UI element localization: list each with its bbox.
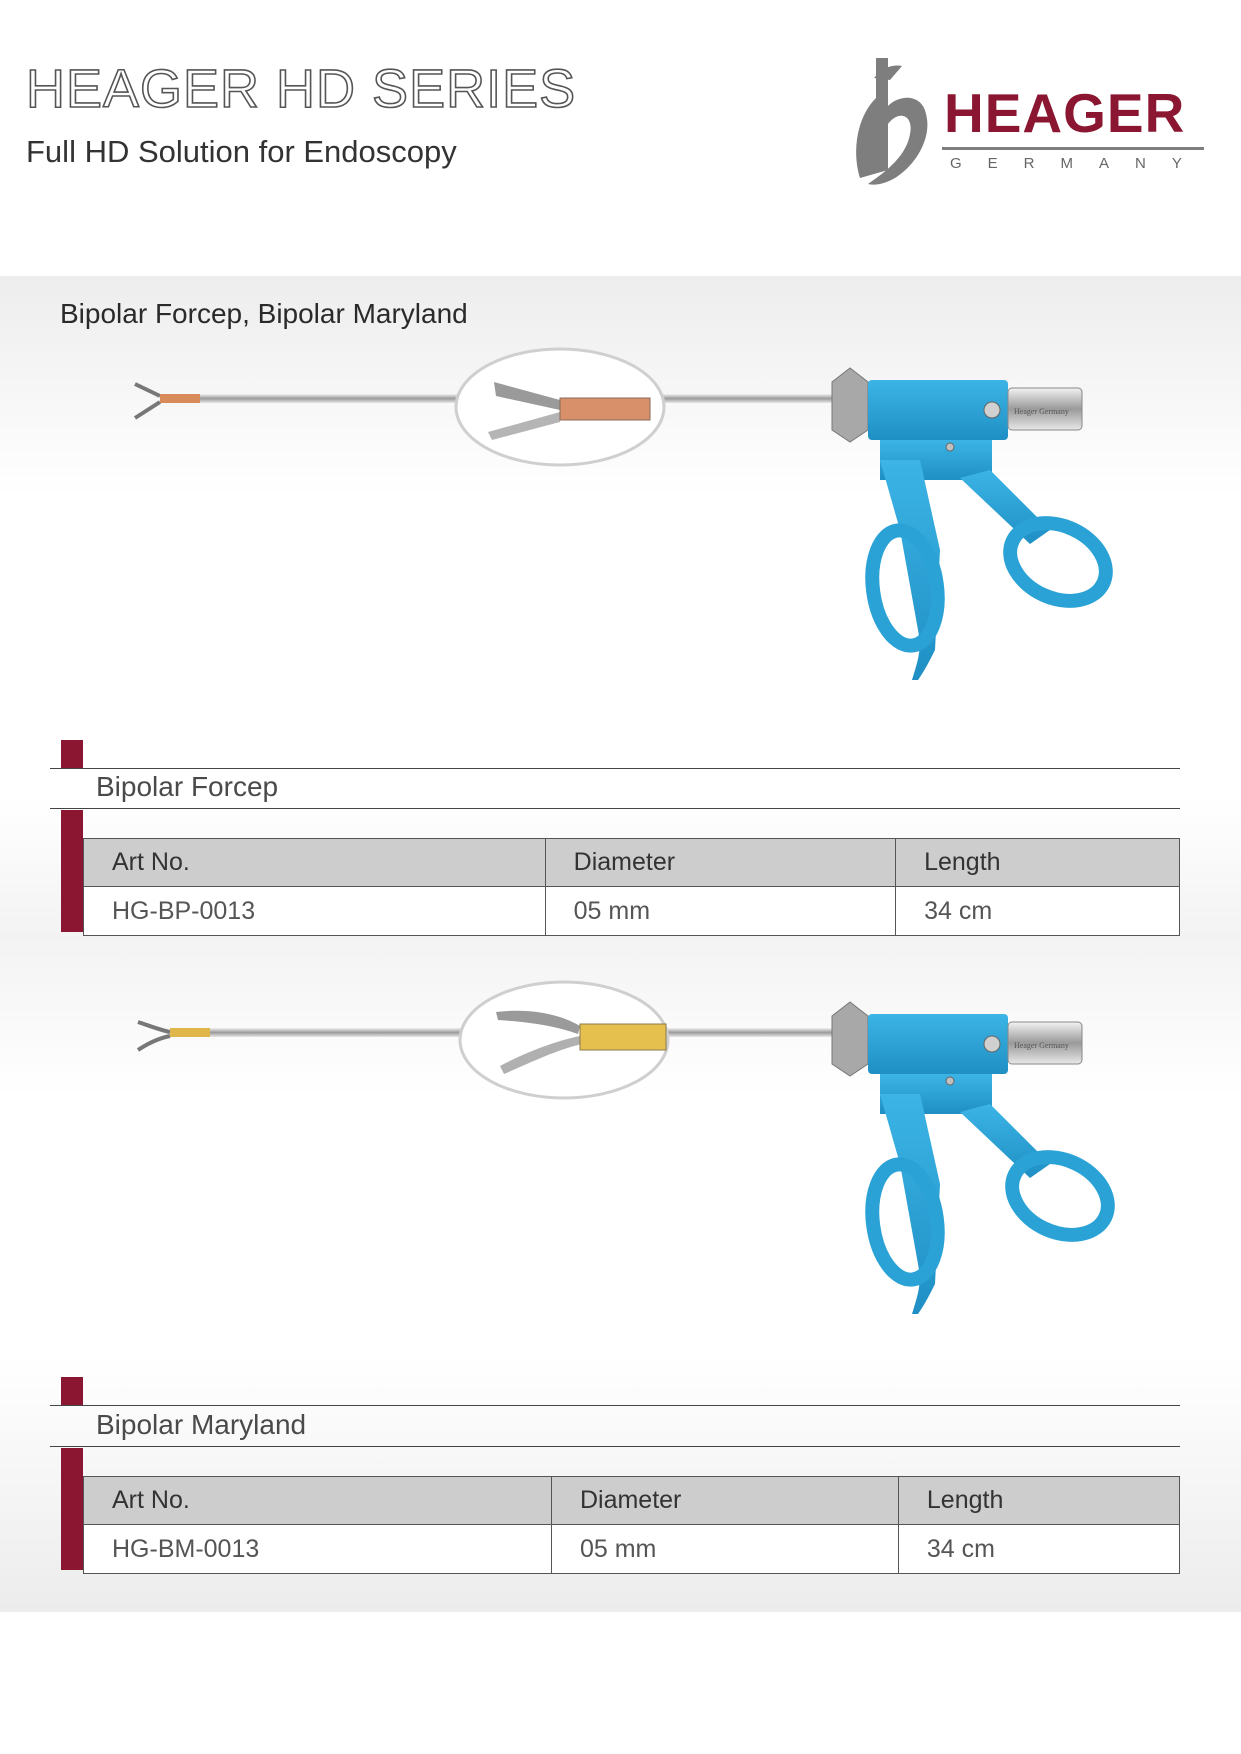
table-header-row (84, 1477, 1180, 1525)
brand-logo (850, 58, 1210, 188)
art-no-value: HG-BP-0013 (84, 887, 546, 936)
brand-name: HEAGER (944, 82, 1186, 144)
art-no-value: HG-BM-0013 (84, 1525, 552, 1574)
table-header-row (84, 839, 1180, 887)
table-row (84, 887, 1180, 936)
h-swoosh-logo-icon (848, 58, 948, 188)
section-marker (61, 1377, 83, 1405)
section-rule-bottom (50, 808, 1180, 809)
series-subtitle: Full HD Solution for Endoscopy (26, 134, 457, 169)
diameter-value: 05 mm (545, 887, 895, 936)
spec-table-bipolar-maryland (83, 1476, 1180, 1574)
section-title-bipolar-forcep: Bipolar Forcep (96, 771, 279, 802)
section-side-bar (61, 1448, 83, 1570)
diameter-header: Diameter (545, 839, 895, 887)
table-row (84, 1525, 1180, 1574)
section-rule-bottom (50, 1446, 1180, 1447)
art-no-header: Art No. (84, 839, 546, 887)
section-rule-top (50, 1405, 1180, 1406)
section-side-bar (61, 810, 83, 932)
section-rule-top (50, 768, 1180, 769)
spec-table-bipolar-forcep (83, 838, 1180, 936)
diameter-header: Diameter (551, 1477, 898, 1525)
section-title-bipolar-maryland: Bipolar Maryland (96, 1409, 307, 1440)
section-marker (61, 740, 83, 768)
engraving-text: Heager Germany (1014, 407, 1069, 416)
brand-country: GERMANY (950, 155, 1208, 172)
logo-divider (942, 147, 1204, 150)
diameter-value: 05 mm (551, 1525, 898, 1574)
panel-heading: Bipolar Forcep, Bipolar Maryland (60, 298, 468, 329)
engraving-text: Heager Germany (1014, 1041, 1069, 1050)
length-value: 34 cm (898, 1525, 1179, 1574)
bipolar-forcep-instrument (0, 330, 1241, 730)
length-value: 34 cm (896, 887, 1180, 936)
art-no-header: Art No. (84, 1477, 552, 1525)
bipolar-maryland-instrument (0, 970, 1241, 1370)
length-header: Length (896, 839, 1180, 887)
series-title: HEAGER HD SERIES (26, 59, 577, 119)
length-header: Length (898, 1477, 1179, 1525)
